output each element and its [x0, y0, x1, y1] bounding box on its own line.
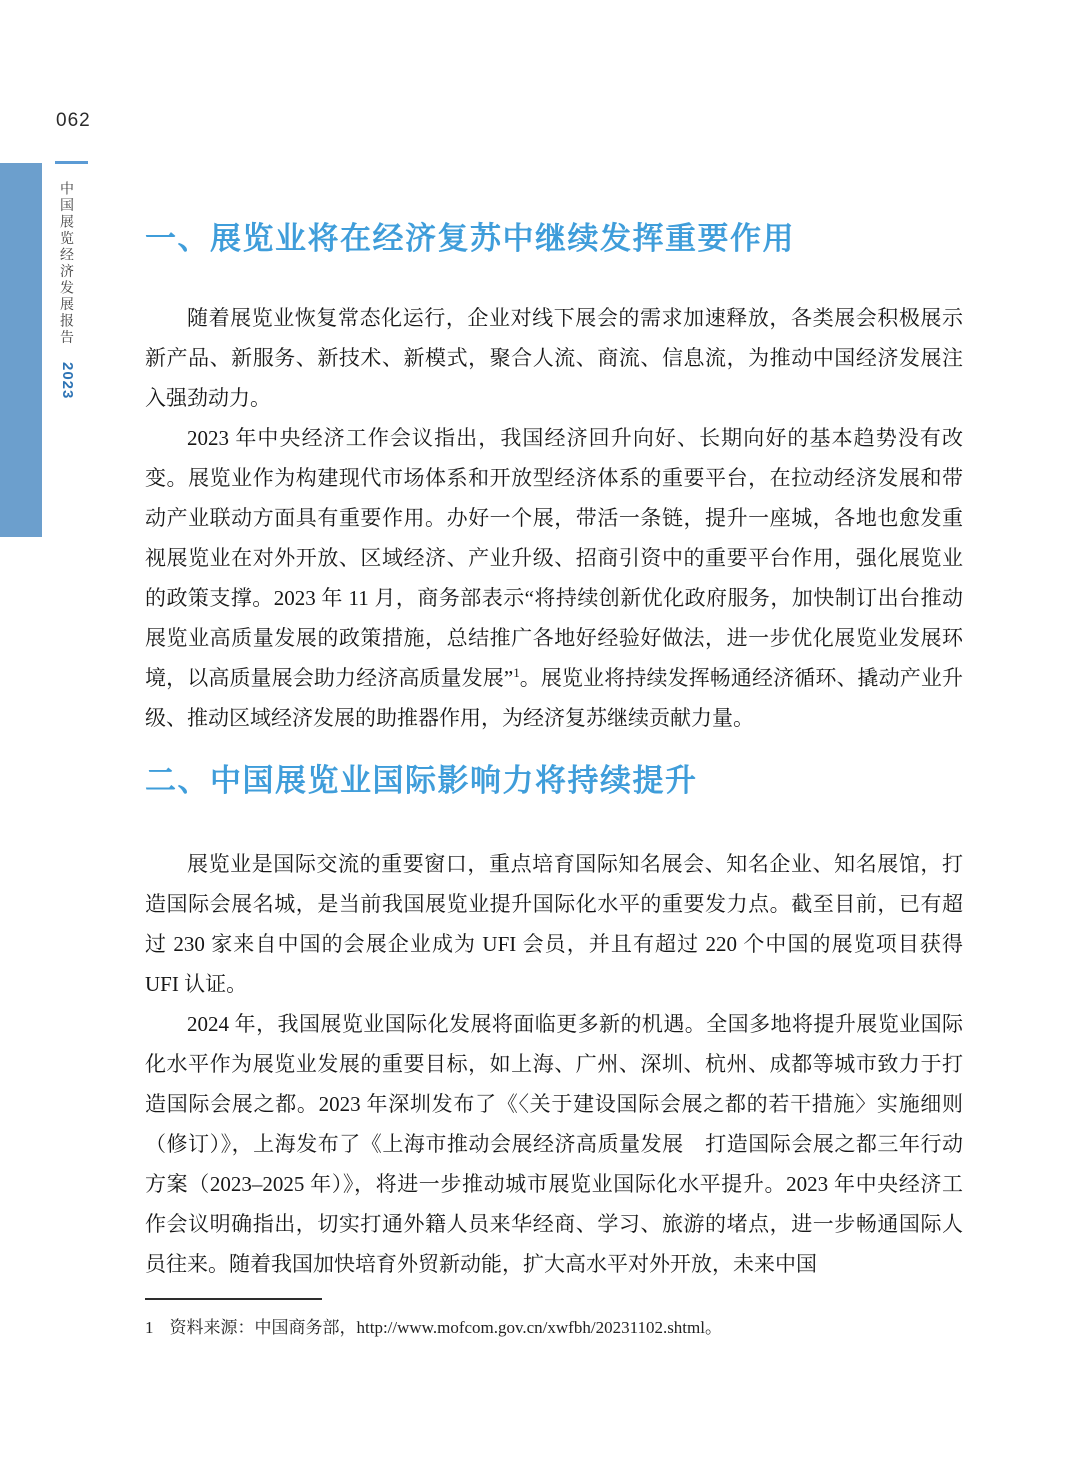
footnote-text: 资料来源：中国商务部，http://www.mofcom.gov.cn/xwfbh/20231102.shtml。 [169, 1318, 722, 1337]
section-2-heading: 二、中国展览业国际影响力将持续提升 [145, 763, 698, 798]
section-1-paragraph-1: 随着展览业恢复常态化运行，企业对线下展会的需求加速释放，各类展会积极展示新产品、新服务、新技术、新模式，聚合人流、商流、信息流，为推动中国经济发展注入强劲动力。 [145, 306, 963, 410]
report-title-vertical [58, 181, 76, 441]
footnote-area [145, 1298, 963, 1340]
page-number: 062 [56, 110, 91, 131]
footnote-marker: 1 [145, 1318, 154, 1337]
section-1-paragraph-2 [145, 418, 963, 738]
section-1-paragraph-2-text: 2023 年中央经济工作会议指出，我国经济回升向好、长期向好的基本趋势没有改变。展览业作为构建现代市场体系和开放型经济体系的重要平台，在拉动经济发展和带动产业联动方面具有重要作用。办好一个展，带活一条链，提升一座城，各地也愈发重视展览业在对外开放、区域经济、产业升级、招商引资中的重要平台作用，强化展览业的政策支撑。2023 年 11 月，商务部表示“将持续创新优化政府服务，加快制订出台推动展览业高质量发展的政策措施，总结推广各地好经验好做法，进一步优化展览业发展环境，以高质量展会助力经济高质量发展” [145, 426, 963, 690]
page-number-rule [55, 161, 88, 164]
report-title-text: 中国展览经济发展报告 [59, 181, 75, 346]
section-1-paragraph-2-text-continued: 。展览业将持续发挥畅通经济循环、撬动产业升级、推动区域经济发展的助推器作用，为经济复苏继续贡献力量。 [145, 666, 963, 730]
section-2-paragraph-1: 展览业是国际交流的重要窗口，重点培育国际知名展会、知名企业、知名展馆，打造国际会展名城，是当前我国展览业提升国际化水平的重要发力点。截至目前，已有超过 230 家来自中国的会展企业成为 UFI 会员，并且有超过 220 个中国的展览项目获得 UFI 认证。 [145, 852, 963, 996]
report-year: 2023 [59, 362, 76, 400]
footnote-divider [145, 1298, 322, 1300]
footnote [145, 1316, 963, 1340]
section-1-heading: 一、展览业将在经济复苏中继续发挥重要作用 [145, 221, 795, 256]
section-2-paragraph-2: 2024 年，我国展览业国际化发展将面临更多新的机遇。全国多地将提升展览业国际化水平作为展览业发展的重要目标，如上海、广州、深圳、杭州、成都等城市致力于打造国际会展之都。2023 年深圳发布了《〈关于建设国际会展之都的若干措施〉实施细则（修订）》，上海发布了《上海市推动会展经济高质量发展 打造国际会展之都三年行动方案（2023–2025 年）》，将进一步推动城市展览业国际化水平提升。2023 年中央经济工作会议明确指出，切实打通外籍人员来华经商、学习、旅游的堵点，进一步畅通国际人员往来。随着我国加快培育外贸新动能，扩大高水平对外开放，未来中国 [145, 1012, 963, 1276]
sidebar-accent-bar [0, 163, 42, 537]
main-column [145, 220, 963, 1284]
footnote-reference-1: 1 [513, 665, 520, 680]
